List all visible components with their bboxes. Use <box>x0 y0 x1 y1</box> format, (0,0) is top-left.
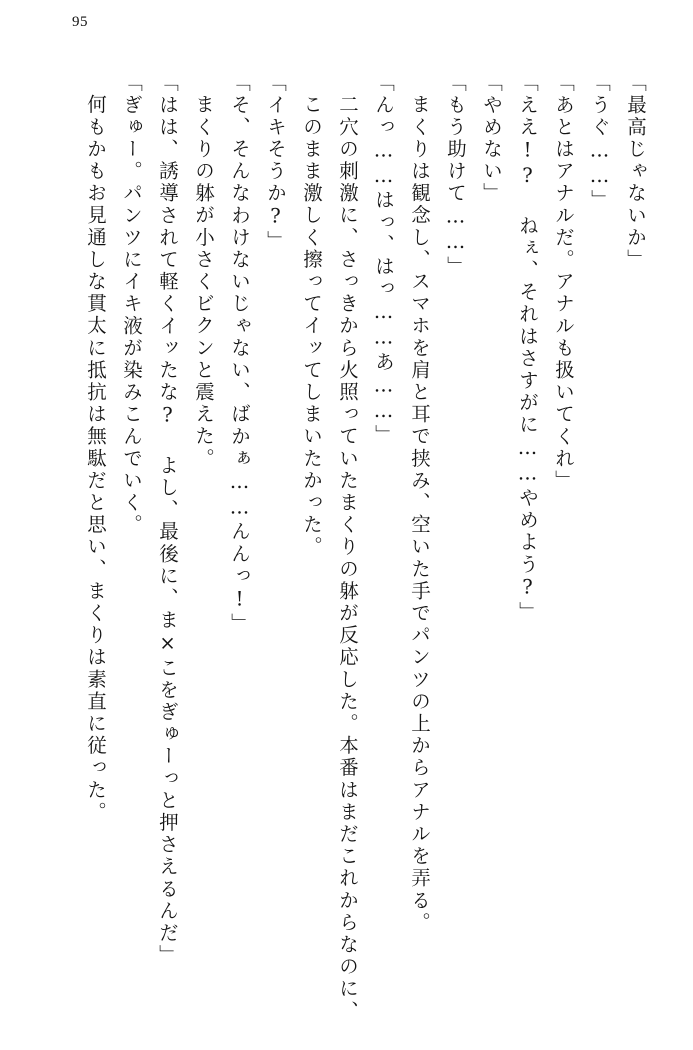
text-line: 「イキそうか?」 <box>264 72 287 253</box>
text-line: 「最高じゃないか」 <box>624 72 647 271</box>
text-line: まくりの躰が小さくビクンと震えた。 <box>192 94 215 470</box>
text-line: 「んっ……はっ、はっ……あ……」 <box>372 72 395 447</box>
text-line: 何もかもお見通しな貫太に抵抗は無駄だと思い、まくりは素直に従った。 <box>84 94 107 824</box>
text-line: 「あとはアナルだ。アナルも扱いてくれ」 <box>552 72 575 492</box>
text-line: 「うぐ……」 <box>588 72 611 212</box>
text-line: 「そ、そんなわけないじゃない、ばかぁ……んんっ!」 <box>228 72 251 635</box>
vertical-text-body <box>40 72 653 1023</box>
text-line: まくりは観念し、スマホを肩と耳で挟み、空いた手でパンツの上からアナルを弄る。 <box>408 94 431 934</box>
text-line: 「やめない」 <box>480 72 503 205</box>
text-line: 「ええ!? ねぇ、それはさすがに……やめよう?」 <box>516 72 539 624</box>
text-line: 「もう助けて……」 <box>444 72 467 278</box>
page-number: 95 <box>72 14 88 30</box>
text-line: 「はは、誘導されて軽くイッたな? よし、最後に、ま×こをぎゅーっと押さえるんだ」 <box>156 72 179 967</box>
text-line: 「ぎゅー。パンツにイキ液が染みこんでいく。 <box>120 72 143 537</box>
text-line: 二穴の刺激に、さっきから火照っていたまくりの躰が反応した。本番はまだこれからなのに、このまま激しく擦ってイッてしまいたかった。 <box>300 94 359 1023</box>
